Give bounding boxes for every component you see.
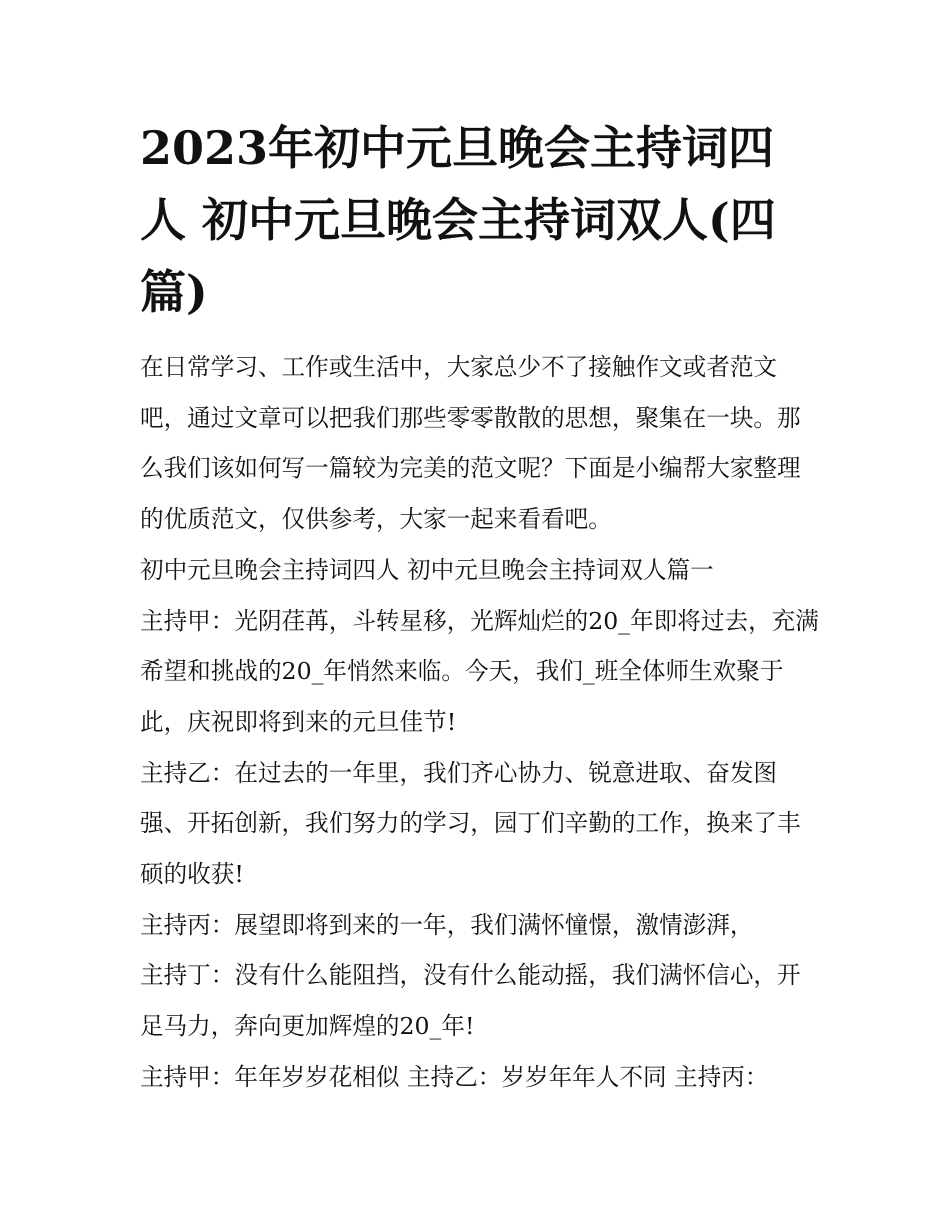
host-line: 主持丁：没有什么能阻挡，没有什么能动摇，我们满怀信心，开足马力，奔向更加辉煌的20_年! xyxy=(140,961,801,1041)
document-page xyxy=(140,112,820,1103)
document-title: 2023年初中元旦晚会主持词四人 初中元旦晚会主持词双人(四篇) xyxy=(140,121,776,319)
section-heading: 初中元旦晚会主持词四人 初中元旦晚会主持词双人篇一 xyxy=(140,555,714,584)
intro-paragraph: 在日常学习、工作或生活中，大家总少不了接触作文或者范文吧，通过文章可以把我们那些零零散散的思想，聚集在一块。那么我们该如何写一篇较为完美的范文呢？下面是小编帮大家整理的优质范文，仅供参考，大家一起来看看吧。 xyxy=(140,353,801,534)
host-line: 主持甲：光阴荏苒，斗转星移，光辉灿烂的20_年即将过去，充满希望和挑战的20_年悄然来临。今天，我们_班全体师生欢聚于此，庆祝即将到来的元旦佳节! xyxy=(140,606,819,736)
host-line: 主持甲：年年岁岁花相似 主持乙：岁岁年年人不同 主持丙： xyxy=(140,1062,769,1091)
host-line: 主持丙：展望即将到来的一年，我们满怀憧憬，激情澎湃， xyxy=(140,910,754,939)
document-body xyxy=(140,342,820,1103)
host-line: 主持乙：在过去的一年里，我们齐心协力、锐意进取、奋发图强、开拓创新，我们努力的学习，园丁们辛勤的工作，换来了丰硕的收获! xyxy=(140,758,801,889)
